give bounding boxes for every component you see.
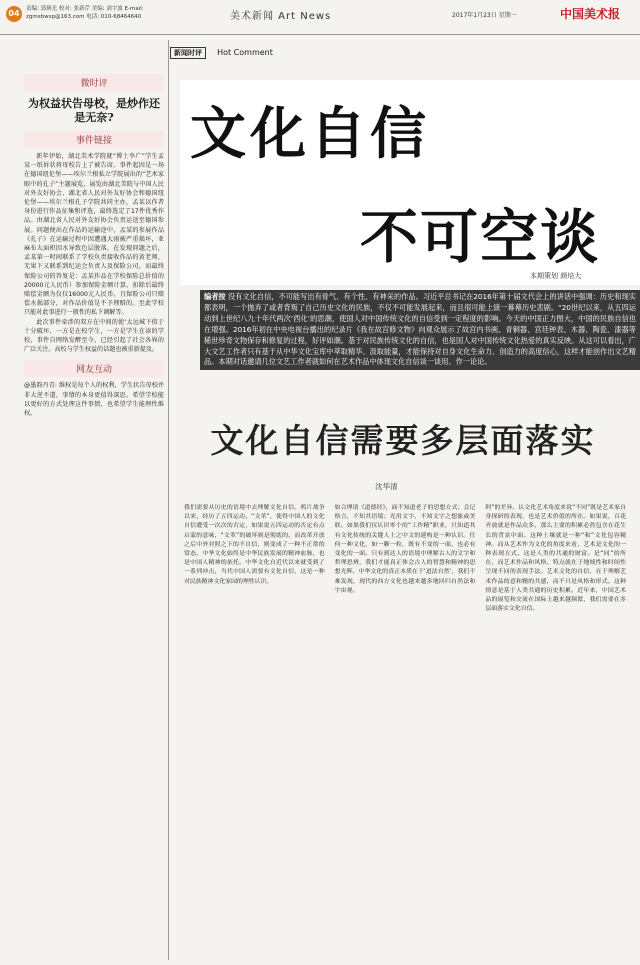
section-masthead: 美术新闻 Art News xyxy=(230,11,332,22)
article-author: 沈华清 xyxy=(375,482,398,491)
newspaper-logo: 中国美术报 xyxy=(560,7,621,21)
article-title: 文化自信需要多层面落实 xyxy=(210,421,596,460)
section-tag xyxy=(170,40,640,57)
left-body-2: 此次事件牵涉的双方在中间的使‘太远城下似于十分破坏，一方是在校学生，一方是学生在读的学校，事件自网络发酵至今，已经引起了社会各界的广泛关注。高校与学生权益的话题也被重新提及。 xyxy=(24,318,164,354)
page-number: 04 xyxy=(6,6,22,22)
column-divider xyxy=(168,40,169,960)
issue-date: 2017年1月23日 星期一 xyxy=(452,12,517,19)
article-col-1: 我们需要从历史的语境中去理解文化自信。鸦片战争以来，经历了五四运动、“文革”，使得中国人的文化自信遭受一次次的否定，如果说五四运动的否定有点启蒙的意味，“文革”的破坏则是彻底的。而改革开放之后中外对照之下的不自信，则变成了一种不正常的常态。中华文化始终是中华民族发展的精神血脉，也是中国人精神的依托。中华文化自近代以来就受到了一系列冲击，当代中国人需要有文化自信，这是一种对民族精神文化家园的理性认识。 xyxy=(184,505,325,585)
editor-note xyxy=(200,290,640,370)
banner-credit: 本期策划 颜培大 xyxy=(530,272,582,280)
section-label: 微时评 xyxy=(24,74,164,91)
page-header xyxy=(0,0,640,35)
tag-label: 新闻时评 xyxy=(170,47,206,59)
comments-body: @墨韵丹青: 维权是每个人的权利，学生状告母校并非大逆不道，事情的本身更值得深思。希望学校能以更好的方式处理这件事情，也希望学生能理性维权。 xyxy=(24,382,164,418)
tag-english: Hot Comment xyxy=(217,48,273,57)
headline-line-2: 不可空谈 xyxy=(360,203,601,271)
left-title: 为权益状告母校，是炒作还是无奈? xyxy=(28,97,160,124)
editor-note-text: 没有文化自信，不可能写出有骨气、有个性、有神采的作品。习近平总书记在2016年第十届文代会上的讲话中强调：历史和现实都表明，一个抛弃了或者背叛了自己历史文化的民族，不仅不可能发展起来，而且很可能上演一幕幕历史悲剧。“20世纪以来，从五四运动到上世纪八九十年代两次‘西化’的思潮，使国人对中国传统文化的自信受到一定程度的影响。今天的中国正力图大，中国的民族自信也在增强。2016年初在中央电视台播出的纪录片《我在故宫修文物》向观众展示了故宫内书画、青铜器、宫廷钟表、木器、陶瓷、漆器等稀世珍奇文物保存和修复的过程，好评如潮。基于对民族传统文化的自信，也是国人对中国传统文化热爱的真实反映。从这可以看出，广大文艺工作者只有基于从中华文化宝库中萃取精华、汲取能量，才能保持对自身文化生命力、创造力的高度信心，这样才能创作出文艺精品。本期对话邀请几位文艺工作者就如何在艺术作品中体现文化自信谈一谈用、作一论论。 xyxy=(204,292,636,367)
article-col-2: 如合理诸《道德经》，面不知道老子的思想方式；会记格言，不知其语境；光用文字，不知文字之想象或美联。如果我们仅认识零个的“工作精”职业，只知道其有文化传统的关键人士之中文的建构是一种认识。任何一种文化，如一颗一粒，既有不变的一面，也必有变化的一面。只有到达人的语境中理解古人的文字和哲理思辨，我们才能真正体会古人的智慧和精神的思想光辉。中华文化的真正本质在于‘道法自然’，我们不难发现，现代的西方文化也越来越多地回归自然法和宇宙观。 xyxy=(334,505,476,594)
subsection-label: 事件链接 xyxy=(24,131,164,148)
article-body xyxy=(184,504,626,954)
headline-line-1: 文化自信 xyxy=(190,101,430,167)
left-column xyxy=(24,74,164,958)
headline-banner xyxy=(180,80,640,285)
editor-credits: 责编: 郭瑛光 校对: 张新芹 美编: 刘宇波 E-mail: zgmsbwsp@163.com 电话: 010-68464640 xyxy=(26,6,144,20)
comments-label: 网友互动 xyxy=(24,360,164,377)
left-body: 新年伊始，湖北美术学院就“博士李广”学生孟某一纸诉状将母校告上了被告席。事件起因是一场在德国纽伦堡——埃尔兰根私立学院展出的“艺术家眼中的孔子”主题展览，展览由湖北美院与中国人民对外友好协会、湖北省人民对外友好协会和德国纽伦堡——埃尔兰根孔子学院共同主办，孟某以作者身份进行作品征集和评选，最终选定了17件优秀作品。由湖北省人民对外友好协会负责运送至德国参展。问题便出在作品的运输途中，孟某的参展作品《孔子》在运输过程中因遭遇大雨被严重损坏，亚麻布大面积因水导致色层脱落，在发现问题之后，孟某第一时间联系了学校负责接收作品的黄老师，无果下又联系到纪运会负责人及保险公司，而最终保险公司的答复是：孟某作品在学校保险总价值的20000元人民币）参加保险金额计算，扣除后最终赔偿金额为仅仅16000元人民币，且保险公司只赔偿水损部分，对作品价值是不予理赔的。至此学校只能对此事进行一般性的私下调解等。 xyxy=(24,153,164,317)
editor-note-label: 编者按 xyxy=(204,292,226,301)
article-col-3: 阿”的差异。认文化艺术角度来说“不同”既是艺术家自身探研的表现，也是艺术价值的所在。如果说，百花齐放就是作品众多，那么主要的积累必然包含在花生长的背景中面。这种土壤就是一种“和”文化包容精神。而从艺术作为文化的角度来看，艺术是文化的一种表现方式，这是人类的共通的财富。是“同”的所在，而艺术作品和风格、特点就在于地域性和时间性呈现不同的表现手法。艺术文化的自信，在于理解艺术作品的意和精的共感，而不只是风格和形式。这种情意是基于人类共通的历史积累。近年来，中国艺术品的展览和交流在国际上越来越频繁，我们需要在多层面落实文化自信。 xyxy=(485,505,627,613)
